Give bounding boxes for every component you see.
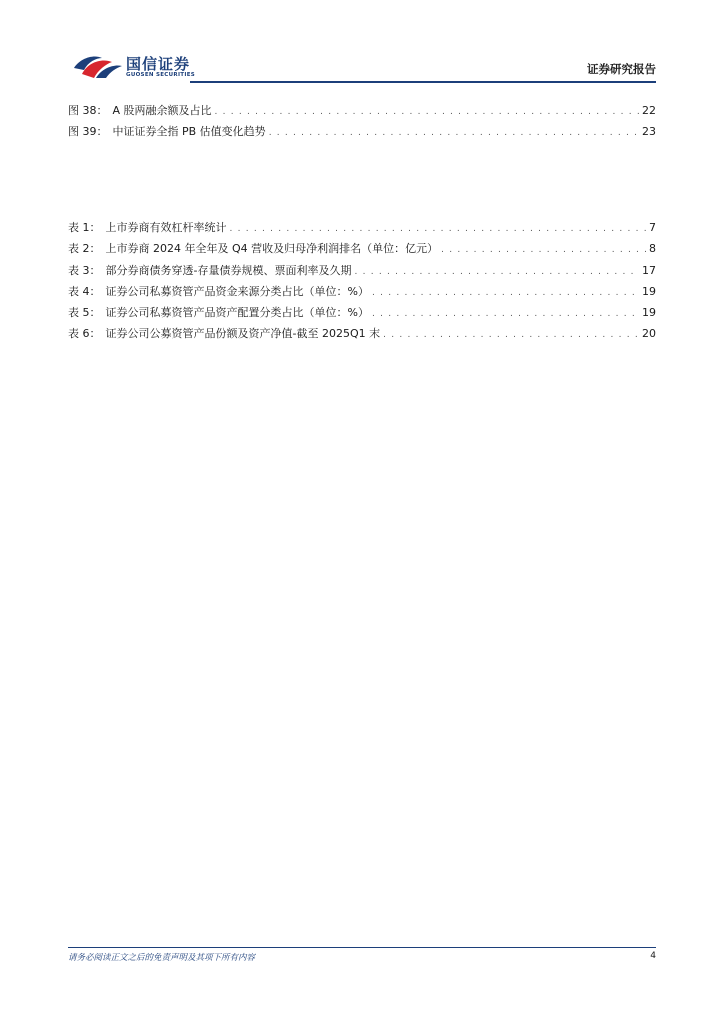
footer-page-number: 4: [650, 951, 656, 961]
table-title: 上市券商 2024 年全年及 Q4 营收及归母净利润排名（单位：亿元）: [105, 242, 439, 256]
dot-leader: [354, 265, 639, 279]
figure-index: [68, 104, 656, 147]
figure-title: A 股两融余额及占比: [112, 104, 212, 117]
table-page-number: 17: [642, 263, 656, 277]
table-title: 部分券商债务穿透-存量债券规模、票面利率及久期: [105, 263, 352, 277]
table-label: 表 3：: [68, 263, 101, 277]
header-divider: [190, 81, 656, 83]
table-title: 上市券商有效杠杆率统计: [105, 221, 227, 234]
figure-label: 图 39：: [68, 125, 108, 139]
figure-label: 图 38：: [68, 104, 108, 117]
table-label: 表 6：: [68, 327, 101, 341]
page-header: [68, 50, 656, 84]
table-label: 表 1：: [68, 221, 101, 234]
dot-leader: [215, 105, 639, 119]
logo-chinese-name: 国信证券: [126, 55, 191, 73]
report-type-title: 证券研究报告: [587, 62, 656, 76]
table-page-number: 19: [642, 284, 656, 298]
table-entry[interactable]: [68, 327, 656, 348]
figure-entry[interactable]: [68, 125, 656, 146]
figure-page-number: 22: [642, 104, 656, 117]
footer-divider: [68, 947, 656, 948]
table-index: [68, 221, 656, 349]
table-title: 证券公司私募资管产品资产配置分类占比（单位：%）: [105, 306, 369, 320]
dot-leader: [441, 243, 646, 257]
logo-english-name: GUOSEN SECURITIES: [126, 72, 196, 78]
dot-leader: [372, 286, 639, 300]
table-page-number: 7: [649, 221, 656, 234]
figure-entry[interactable]: [68, 104, 656, 125]
table-entry[interactable]: [68, 306, 656, 327]
dot-leader: [230, 222, 647, 236]
table-title: 证券公司私募资管产品资金来源分类占比（单位：%）: [105, 284, 369, 298]
table-page-number: 20: [642, 327, 656, 341]
dot-leader: [372, 307, 639, 321]
footer-disclaimer: 请务必阅读正文之后的免责声明及其项下所有内容: [68, 953, 256, 963]
table-entry[interactable]: [68, 221, 656, 242]
table-page-number: 19: [642, 306, 656, 320]
dot-leader: [269, 126, 639, 140]
guosen-logo-icon: [72, 52, 124, 80]
dot-leader: [383, 328, 639, 342]
guosen-logo: [68, 50, 208, 84]
table-title: 证券公司公募资管产品份额及资产净值-截至 2025Q1 末: [105, 327, 381, 341]
table-label: 表 2：: [68, 242, 101, 256]
table-page-number: 8: [649, 242, 656, 256]
figure-page-number: 23: [642, 125, 656, 139]
table-entry[interactable]: [68, 242, 656, 263]
table-label: 表 5：: [68, 306, 101, 320]
table-entry[interactable]: [68, 285, 656, 306]
table-label: 表 4：: [68, 284, 101, 298]
figure-title: 中证证券全指 PB 估值变化趋势: [112, 125, 266, 139]
table-entry[interactable]: [68, 264, 656, 285]
